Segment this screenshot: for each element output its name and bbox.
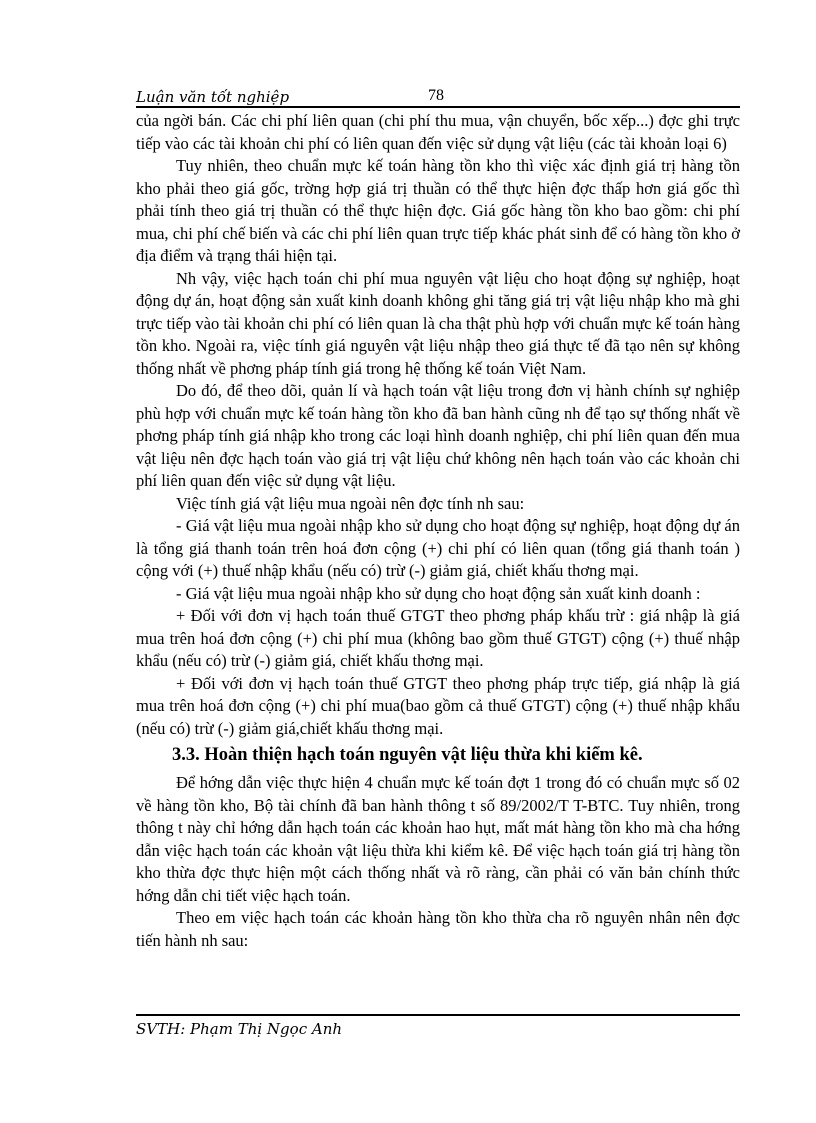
paragraph: Việc tính giá vật liệu mua ngoài nên đợc tính nh sau: xyxy=(176,493,525,513)
header-title: Luận văn tốt nghiệp xyxy=(136,88,290,106)
paragraph: Do đó, để theo dõi, quản lí và hạch toán vật liệu trong đơn vị hành chính sự nghiệp phù hợp với chuẩn mực kế toán hàng tồn kho đã ban hành cũng nh để tạo sự thống nhất về phơng pháp tính giá nhập kho trong các loại hình doanh nghiệp, chi phí liên quan đến mua vật liệu nên đợc hạch toán vào giá trị vật liệu chứ không nên hạch toán vào các khoản chi phí liên quan đến việc sử dụng vật liệu. xyxy=(136,381,740,490)
paragraph: Để hớng dẫn việc thực hiện 4 chuẩn mực kế toán đợt 1 trong đó có chuẩn mực số 02 về hàng tồn kho, Bộ tài chính đã ban hành thông t số 89/2002/T T-BTC. Tuy nhiên, trong thông t này chỉ hớng dẫn hạch toán các khoản hao hụt, mất mát hàng tồn kho mà cha hớng dẫn việc hạch toán các khoản vật liệu thừa khi kiểm kê. Để việc hạch toán giá trị hàng tồn kho thừa đợc thực hiện một cách thống nhất và rõ ràng, cần phải có văn bản chính thức hớng dẫn chi tiết việc hạch toán. xyxy=(136,773,740,905)
list-item: + Đối với đơn vị hạch toán thuế GTGT theo phơng pháp khấu trừ : giá nhập là giá mua trên hoá đơn cộng (+) chi phí mua (không bao gồm thuế GTGT) cộng (+) thuế nhập khẩu (nếu có) trừ (-) giảm giá, chiết khấu thơng mại. xyxy=(136,606,740,670)
list-item: - Giá vật liệu mua ngoài nhập kho sử dụng cho hoạt động sản xuất kinh doanh : xyxy=(176,583,701,603)
list-item: + Đối với đơn vị hạch toán thuế GTGT theo phơng pháp trực tiếp, giá nhập là giá mua trên hoá đơn cộng (+) chi phí mua(bao gồm cả thuế GTGT) cộng (+) thuế nhập khẩu (nếu có) trừ (-) giảm giá,chiết khấu thơng mại. xyxy=(136,673,740,738)
body-text xyxy=(136,110,740,952)
paragraph: Nh vậy, việc hạch toán chi phí mua nguyên vật liệu cho hoạt động sự nghiệp, hoạt động dự án, hoạt động sản xuất kinh doanh không ghi tăng giá trị vật liệu nhập kho mà ghi trực tiếp vào tài khoản chi phí có liên quan là cha thật phù hợp với chuẩn mực kế toán hàng tồn kho. Ngoài ra, việc tính giá nguyên vật liệu nhập theo giá thực tế đã tạo nên sự không thống nhất về phơng pháp tính giá trong hệ thống kế toán Việt Nam. xyxy=(136,268,740,378)
footer-author: SVTH: Phạm Thị Ngọc Anh xyxy=(136,1020,343,1038)
list-item: - Giá vật liệu mua ngoài nhập kho sử dụng cho hoạt động sự nghiệp, hoạt động dự án là tổng giá thanh toán trên hoá đơn cộng (+) chi phí có liên quan (tổng giá thanh toán ) cộng với (+) thuế nhập khẩu (nếu có) trừ (-) giảm giá, chiết khấu thơng mại. xyxy=(136,516,740,580)
section-heading: 3.3. Hoàn thiện hạch toán nguyên vật liệu thừa khi kiểm kê. xyxy=(172,745,643,765)
paragraph: Theo em việc hạch toán các khoản hàng tồn kho thừa cha rõ nguyên nhân nên đợc tiến hành nh sau: xyxy=(136,908,740,950)
page-header xyxy=(136,84,740,108)
page-number: 78 xyxy=(428,87,444,104)
paragraph: Tuy nhiên, theo chuẩn mực kế toán hàng tồn kho thì việc xác định giá trị hàng tồn kho phải theo giá gốc, trờng hợp giá trị thuần có thể thực hiện đợc thấp hơn giá gốc thì phải tính theo giá trị thuần có thể thực hiện đợc. Giá gốc hàng tồn kho bao gồm: chi phí mua, chi phí chế biến và các chi phí liên quan trực tiếp khác phát sinh để có hàng tồn kho ở địa điểm và trạng thái hiện tại. xyxy=(136,156,740,265)
paragraph: của ngời bán. Các chi phí liên quan (chi phí thu mua, vận chuyển, bốc xếp...) đợc ghi trực tiếp vào các tài khoản chi phí có liên quan đến việc sử dụng vật liệu (các tài khoản loại 6) xyxy=(136,111,740,153)
page-footer xyxy=(136,1014,740,1038)
